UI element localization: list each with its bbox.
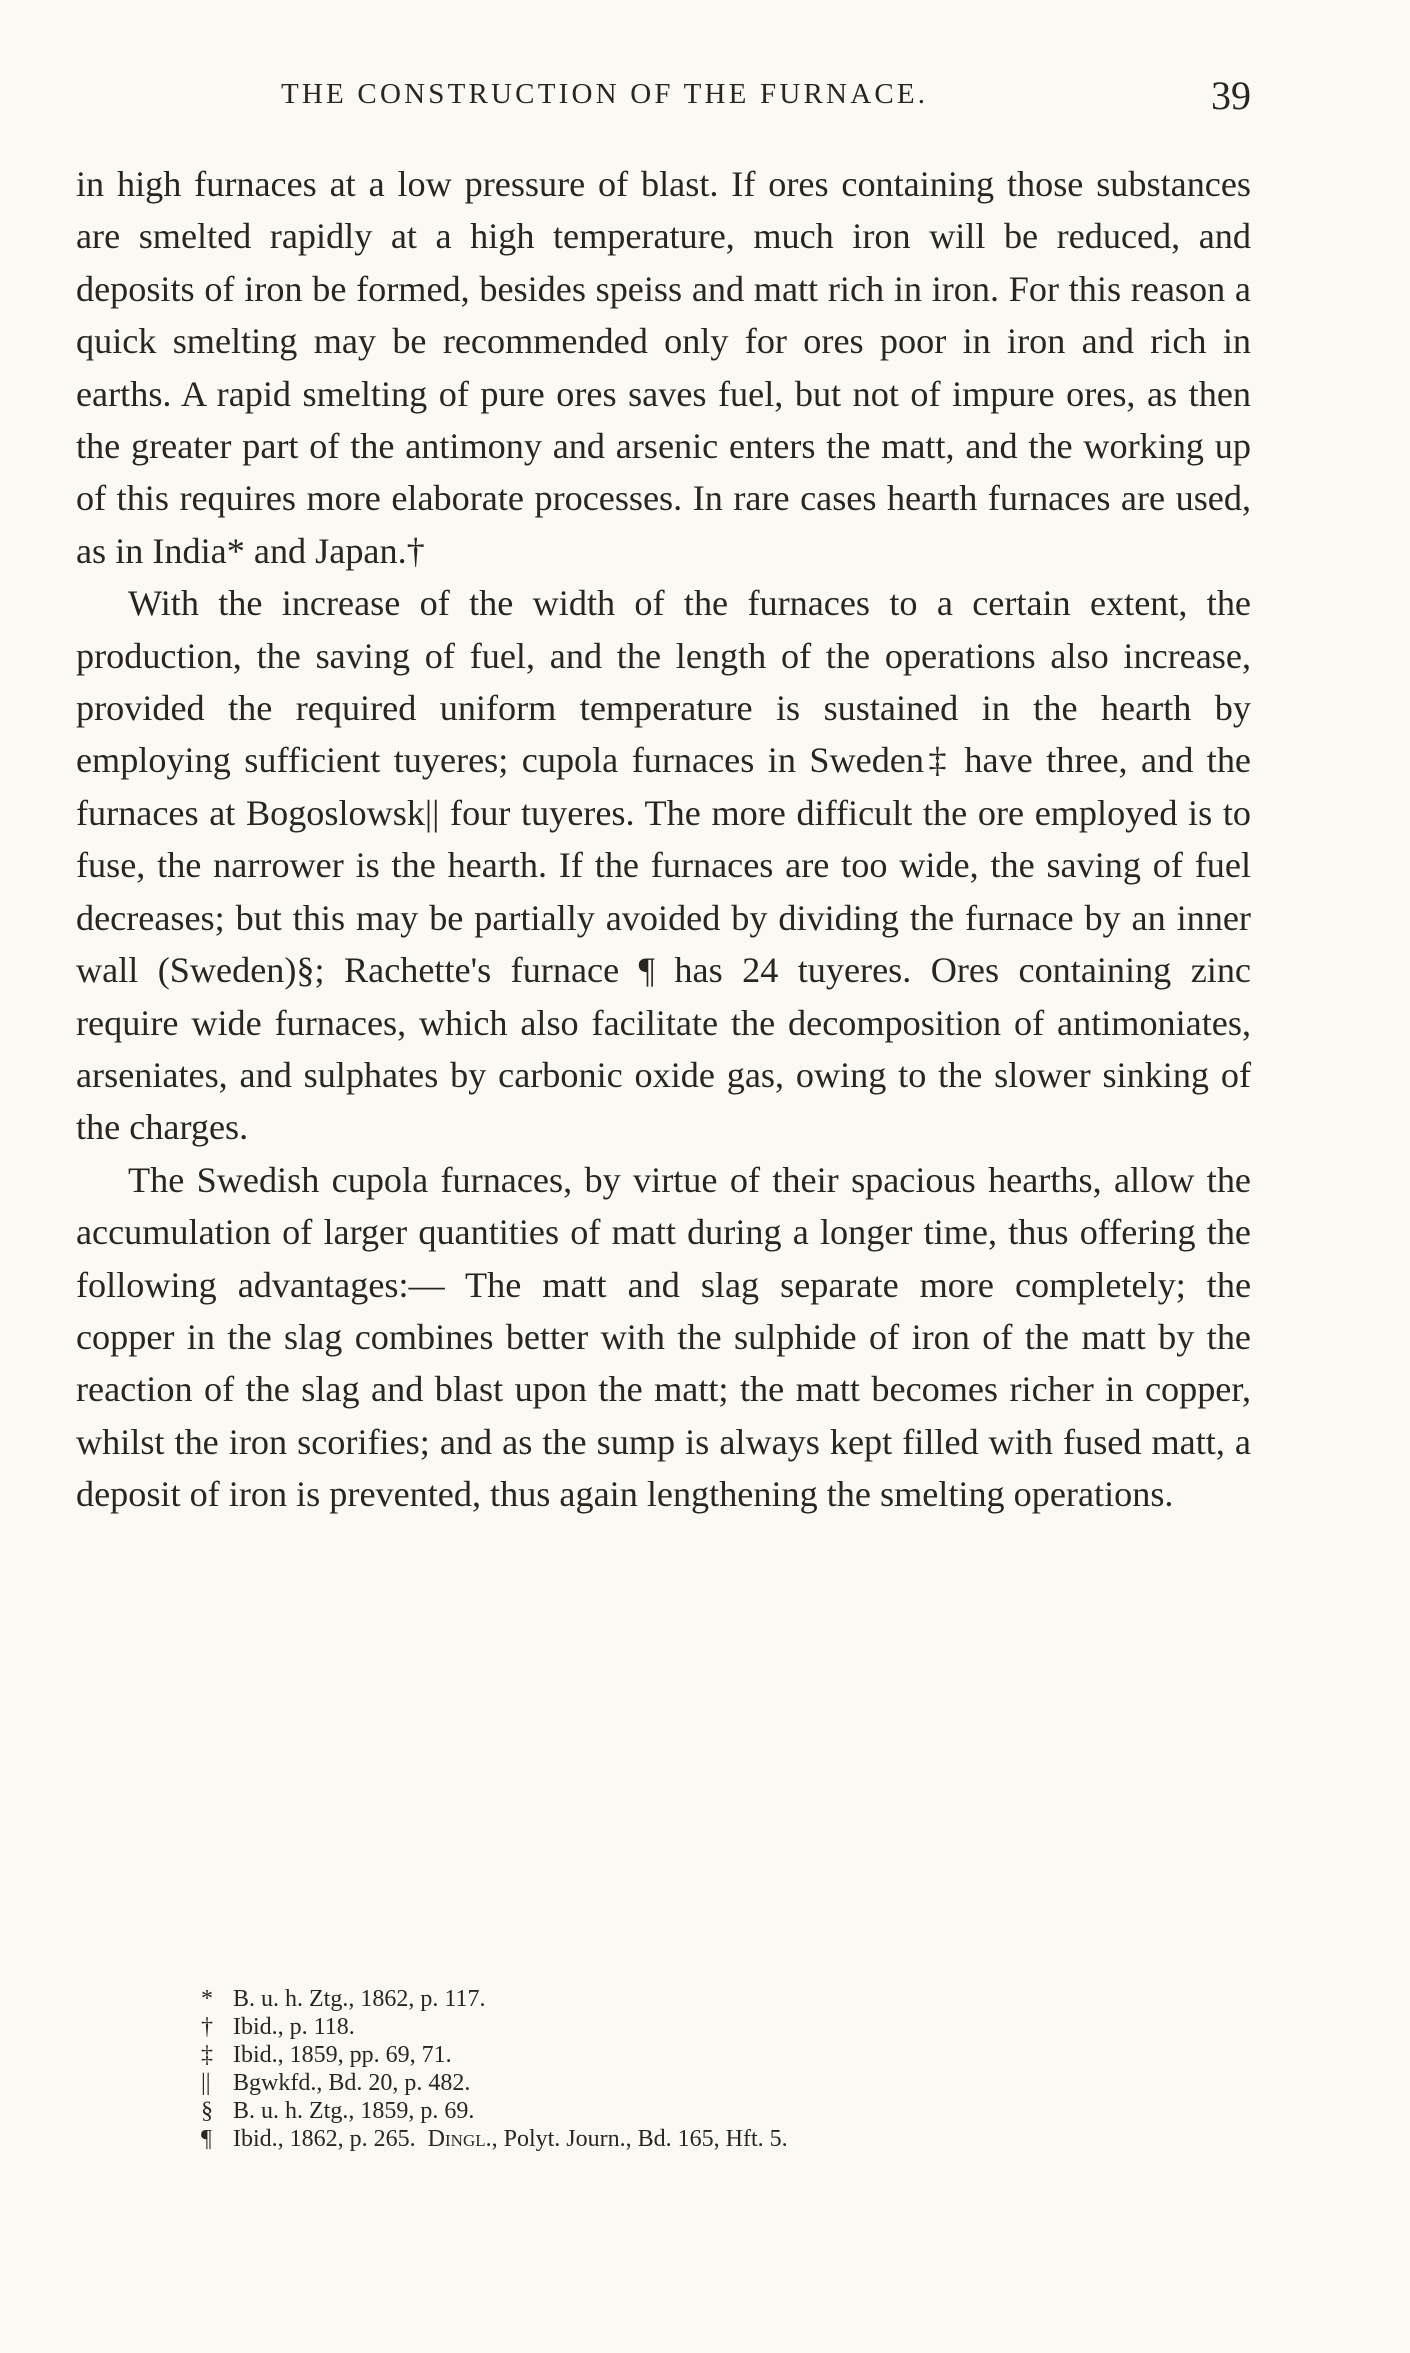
footnote [201,2125,1201,2153]
footnote [201,1985,1201,2013]
footnote [201,2069,1201,2097]
paragraph-2: With the increase of the width of the furnaces to a certain extent, the production, the saving of fuel, and the length of the operations also increase, provided the required uniform temperature is sustained in the hearth by employing sufficient tuyeres; cupola furnaces in Sweden‡ have three, and the furnaces at Bogoslowsk|| four tuyeres. The more difficult the ore employed is to fuse, the narrower is the hearth. If the furnaces are too wide, the saving of fuel decreases; but this may be partially avoided by dividing the furnace by an inner wall (Sweden)§; Rachette's furnace ¶ has 24 tuyeres. Ores containing zinc require wide furnaces, which also facilitate the decomposition of antimoniates, arseniates, and sulphates by carbonic oxide gas, owing to the slower sinking of the charges. [76,583,1251,1148]
book-page [76,0,1251,2353]
footnote [201,2013,1201,2041]
footnote-mark: ‡ [201,2042,213,2068]
footnote-mark: † [201,2014,213,2040]
footnote-text: Ibid., 1859, pp. 69, 71. [233,2042,452,2068]
body-text [76,158,1251,1521]
running-head [76,72,1251,132]
footnote-text: B. u. h. Ztg., 1862, p. 117. [233,1986,486,2012]
footnote-citation: Ibid., 1862, p. 265. [233,2126,416,2152]
footnote-citation-extra: , Polyt. Journ., Bd. 165, Hft. 5. [491,2126,788,2152]
footnote-text: Bgwkfd., Bd. 20, p. 482. [233,2070,471,2096]
paragraph-1: in high furnaces at a low pressure of blast. If ores containing those substances are smelted rapidly at a high temperature, much iron will be reduced, and deposits of iron be formed, besides speiss and matt rich in iron. For this reason a quick smelting may be recommended only for ores poor in iron and rich in earths. A rapid smelting of pure ores saves fuel, but not of impure ores, as then the greater part of the antimony and arsenic enters the matt, and the working up of this requires more elaborate processes. In rare cases hearth furnaces are used, as in India* and Japan.† [76,164,1251,571]
paragraph-3: The Swedish cupola furnaces, by virtue of their spacious hearths, allow the accumulation of larger quantities of matt during a longer time, thus offering the following advantages:— The matt and slag separate more completely; the copper in the slag combines better with the sulphide of iron of the matt by the reaction of the slag and blast upon the matt; the matt becomes richer in copper, whilst the iron scorifies; and as the sump is always kept filled with fused matt, a deposit of iron is prevented, thus again lengthening the smelting operations. [76,1159,1251,1515]
footnote-mark: || [201,2070,211,2096]
footnote-mark: * [201,1986,213,2012]
page-number: 39 [1211,73,1251,118]
footnote-author: Dingl. [427,2126,492,2152]
footnote [201,2097,1201,2125]
footnote-text: Ibid., p. 118. [233,2014,355,2040]
footnotes [201,1985,1201,2153]
footnote-text [233,2125,788,2153]
footnote [201,2041,1201,2069]
running-title: THE CONSTRUCTION OF THE FURNACE. [281,78,929,110]
footnote-mark: § [201,2098,213,2124]
footnote-text: B. u. h. Ztg., 1859, p. 69. [233,2098,475,2124]
footnote-mark: ¶ [201,2126,212,2152]
